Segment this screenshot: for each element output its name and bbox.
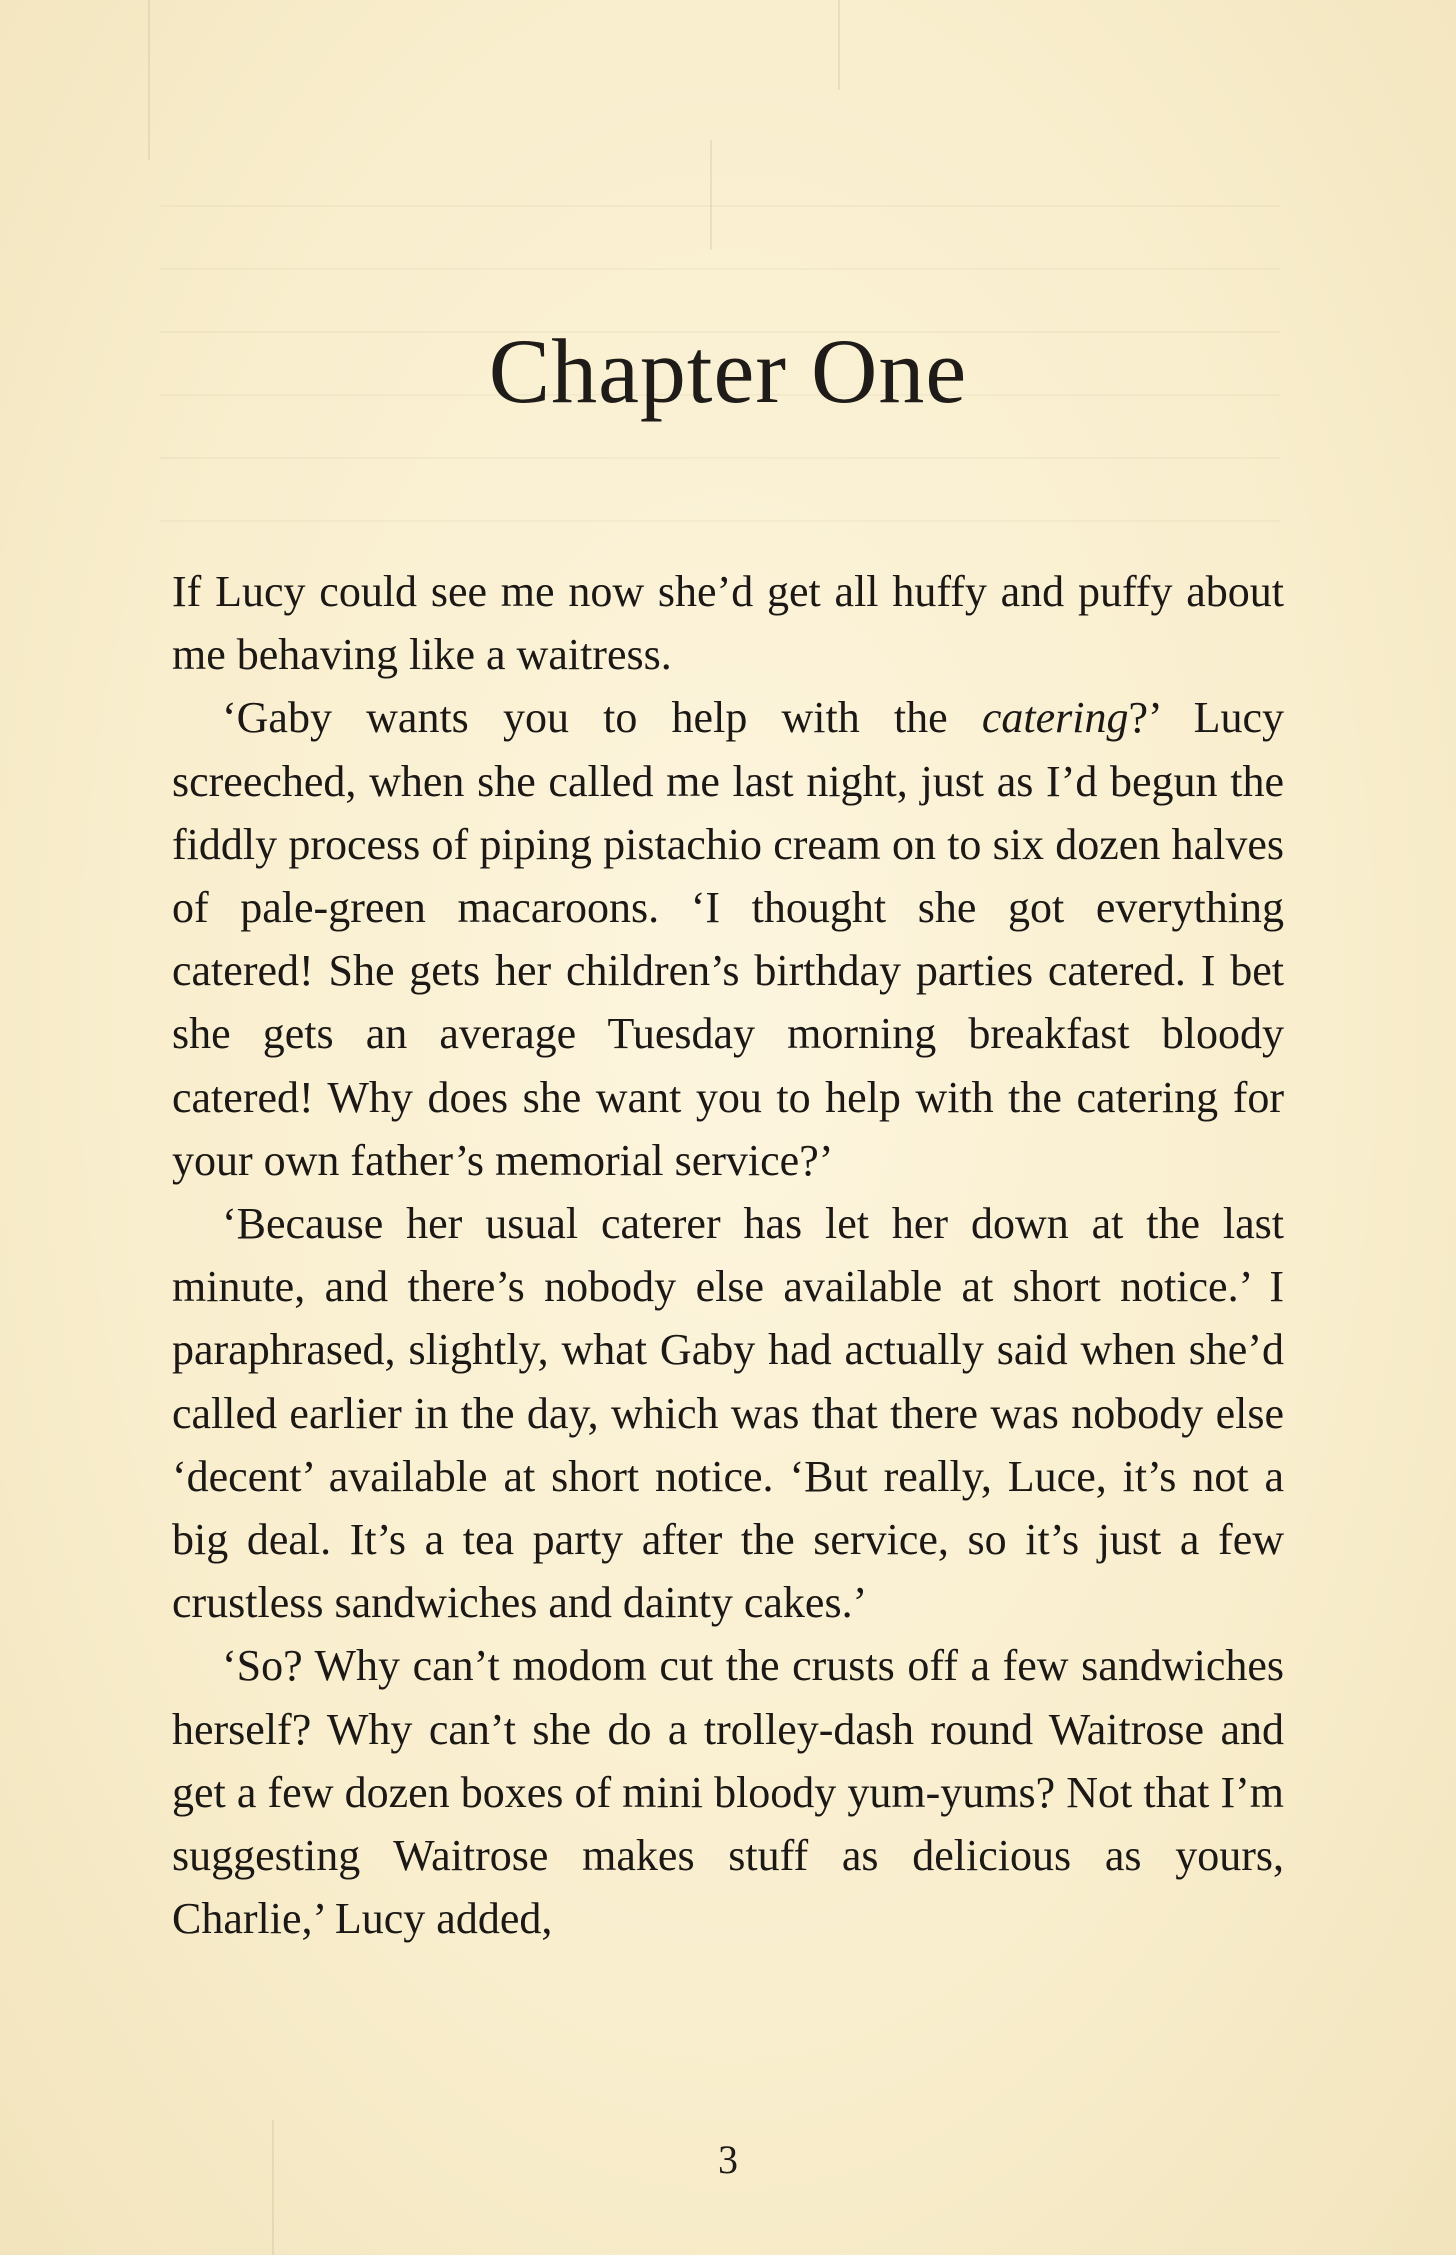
show-through-line [160,520,1280,522]
show-through-line [160,457,1280,459]
paper-crease [148,0,150,160]
paragraph-4: ‘So? Why can’t modom cut the crusts off a few sandwiches herself? Why can’t she do a trolley-dash round Waitrose and get a few dozen boxes of mini bloody yum-yums? Not that I’m suggesting Waitrose makes stuff as delicious as yours, Charlie,’ Lucy added, [172,1641,1284,1944]
chapter-body [172,560,1284,1950]
paper-crease [838,0,840,90]
paragraph-3: ‘Because her usual caterer has let her down at the last minute, and there’s nobody else available at short notice.’ I paraphrased, slightly, what Gaby had actually said when she’d called earlier in the day, which was that there was nobody else ‘decent’ available at short notice. ‘But really, Luce, it’s not a big deal. It’s a tea party after the service, so it’s just a few crustless sandwiches and dainty cakes.’ [172,1199,1284,1628]
show-through-line [160,205,1280,207]
paragraph-1: If Lucy could see me now she’d get all huffy and puffy about me behaving like a waitress. [172,567,1284,680]
paragraph-2-start: ‘Gaby wants you to help with the [222,693,982,743]
paragraph-2 [172,686,1284,1192]
show-through-line [160,268,1280,270]
page-number: 3 [718,2137,738,2182]
paragraph-2-end: ?’ Lucy screeched, when she called me last night, just as I’d begun the fiddly process of piping pistachio cream on to six dozen halves of pale-green macaroons. ‘I thought she got everything catered! She gets her children’s birthday parties catered. I bet she gets an average Tuesday morning breakfast bloody catered! Why does she want you to help with the catering for your own father’s memorial service?’ [172,693,1284,1185]
paper-crease [710,140,712,250]
emphasis-catering: catering [981,693,1129,743]
chapter-title: Chapter One [488,320,968,422]
